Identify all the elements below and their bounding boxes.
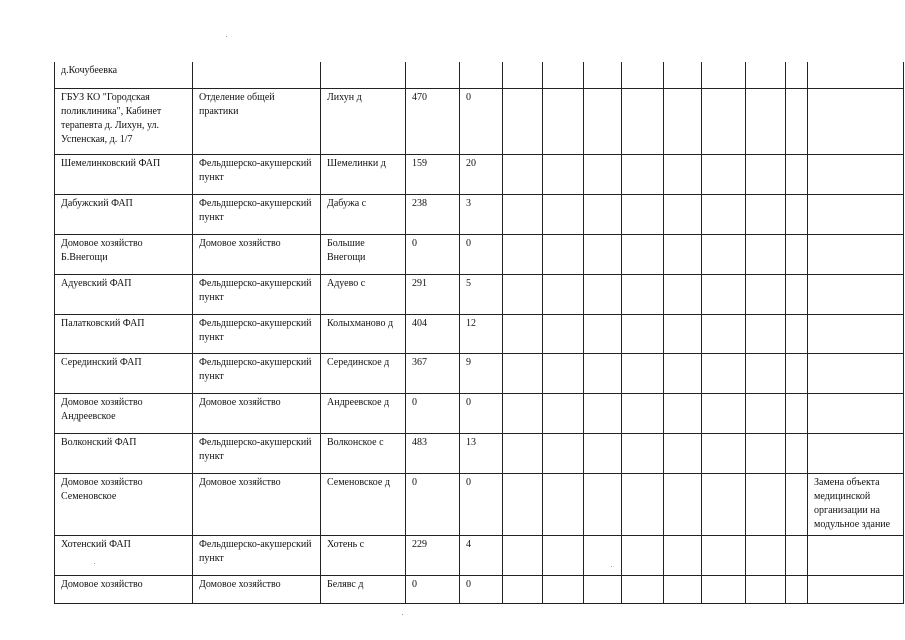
facility-type-cell: Отделение общей практики xyxy=(193,88,321,154)
facility-name-cell: д.Кочубеевка xyxy=(55,62,193,88)
empty-cell xyxy=(702,274,746,314)
table-row xyxy=(55,473,904,535)
table-row xyxy=(55,154,904,194)
population-cell: 367 xyxy=(406,353,460,393)
empty-cell xyxy=(584,433,622,473)
locality-cell: Шемелинки д xyxy=(321,154,406,194)
empty-cell xyxy=(584,473,622,535)
children-count-cell: 9 xyxy=(460,353,503,393)
table-row xyxy=(55,433,904,473)
facility-name-cell: Серединский ФАП xyxy=(55,353,193,393)
empty-cell xyxy=(584,274,622,314)
empty-cell xyxy=(746,88,786,154)
facility-type-cell: Домовое хозяйство xyxy=(193,473,321,535)
empty-cell xyxy=(702,353,746,393)
locality-cell: Волконское с xyxy=(321,433,406,473)
empty-cell xyxy=(543,234,584,274)
empty-cell xyxy=(746,154,786,194)
children-count-cell: 0 xyxy=(460,575,503,603)
empty-cell xyxy=(664,234,702,274)
note-cell xyxy=(808,575,904,603)
empty-cell xyxy=(664,535,702,575)
empty-cell xyxy=(584,234,622,274)
note-cell xyxy=(808,274,904,314)
empty-cell xyxy=(746,575,786,603)
empty-cell xyxy=(584,353,622,393)
locality-cell: Андреевское д xyxy=(321,393,406,433)
table-row xyxy=(55,393,904,433)
locality-cell: Лихун д xyxy=(321,88,406,154)
facility-type-cell xyxy=(193,62,321,88)
empty-cell xyxy=(664,154,702,194)
empty-cell xyxy=(584,575,622,603)
empty-cell xyxy=(786,88,808,154)
empty-cell xyxy=(702,62,746,88)
empty-cell xyxy=(664,353,702,393)
empty-cell xyxy=(664,88,702,154)
empty-cell xyxy=(786,575,808,603)
children-count-cell: 0 xyxy=(460,88,503,154)
empty-cell xyxy=(622,535,664,575)
facility-name-cell: Домовое хозяйство Андреевское xyxy=(55,393,193,433)
empty-cell xyxy=(503,535,543,575)
facility-type-cell: Фельдшерско-акушерский пункт xyxy=(193,433,321,473)
table-row xyxy=(55,194,904,234)
empty-cell xyxy=(786,62,808,88)
empty-cell xyxy=(664,473,702,535)
empty-cell xyxy=(622,473,664,535)
empty-cell xyxy=(622,575,664,603)
empty-cell xyxy=(786,194,808,234)
children-count-cell: 5 xyxy=(460,274,503,314)
scan-speck xyxy=(226,36,227,37)
empty-cell xyxy=(622,234,664,274)
empty-cell xyxy=(543,194,584,234)
table-row xyxy=(55,353,904,393)
facility-type-cell: Домовое хозяйство xyxy=(193,575,321,603)
empty-cell xyxy=(503,194,543,234)
empty-cell xyxy=(664,314,702,353)
empty-cell xyxy=(584,62,622,88)
empty-cell xyxy=(543,314,584,353)
empty-cell xyxy=(702,535,746,575)
facility-type-cell: Фельдшерско-акушерский пункт xyxy=(193,353,321,393)
scan-speck xyxy=(94,563,95,564)
population-cell: 0 xyxy=(406,473,460,535)
empty-cell xyxy=(622,353,664,393)
empty-cell xyxy=(543,353,584,393)
empty-cell xyxy=(702,194,746,234)
empty-cell xyxy=(702,473,746,535)
note-cell xyxy=(808,393,904,433)
empty-cell xyxy=(503,393,543,433)
empty-cell xyxy=(584,154,622,194)
facility-name-cell: Домовое хозяйство xyxy=(55,575,193,603)
empty-cell xyxy=(746,234,786,274)
empty-cell xyxy=(746,393,786,433)
facility-name-cell: Палатковский ФАП xyxy=(55,314,193,353)
empty-cell xyxy=(584,393,622,433)
table-row xyxy=(55,575,904,603)
children-count-cell xyxy=(460,62,503,88)
empty-cell xyxy=(664,194,702,234)
locality-cell: Большие Внегощи xyxy=(321,234,406,274)
population-cell: 470 xyxy=(406,88,460,154)
locality-cell xyxy=(321,62,406,88)
empty-cell xyxy=(584,314,622,353)
table-row xyxy=(55,535,904,575)
table-row xyxy=(55,234,904,274)
locality-cell: Серединское д xyxy=(321,353,406,393)
empty-cell xyxy=(543,88,584,154)
empty-cell xyxy=(702,314,746,353)
empty-cell xyxy=(543,473,584,535)
empty-cell xyxy=(786,535,808,575)
empty-cell xyxy=(622,88,664,154)
table-row xyxy=(55,314,904,353)
empty-cell xyxy=(786,234,808,274)
empty-cell xyxy=(702,234,746,274)
empty-cell xyxy=(746,62,786,88)
children-count-cell: 13 xyxy=(460,433,503,473)
empty-cell xyxy=(746,274,786,314)
note-cell xyxy=(808,433,904,473)
locality-cell: Дабужа с xyxy=(321,194,406,234)
empty-cell xyxy=(786,393,808,433)
empty-cell xyxy=(786,433,808,473)
children-count-cell: 20 xyxy=(460,154,503,194)
empty-cell xyxy=(584,535,622,575)
children-count-cell: 12 xyxy=(460,314,503,353)
empty-cell xyxy=(622,433,664,473)
facility-type-cell: Домовое хозяйство xyxy=(193,393,321,433)
empty-cell xyxy=(503,433,543,473)
empty-cell xyxy=(786,314,808,353)
empty-cell xyxy=(786,353,808,393)
facility-type-cell: Фельдшерско-акушерский пункт xyxy=(193,274,321,314)
note-cell xyxy=(808,314,904,353)
note-cell: Замена объекта медицинской организации на модульное здание xyxy=(808,473,904,535)
population-cell: 483 xyxy=(406,433,460,473)
empty-cell xyxy=(503,62,543,88)
empty-cell xyxy=(543,393,584,433)
locality-cell: Хотень с xyxy=(321,535,406,575)
table-row xyxy=(55,274,904,314)
empty-cell xyxy=(503,314,543,353)
facility-name-cell: Адуевский ФАП xyxy=(55,274,193,314)
facility-type-cell: Домовое хозяйство xyxy=(193,234,321,274)
empty-cell xyxy=(543,575,584,603)
note-cell xyxy=(808,62,904,88)
empty-cell xyxy=(543,274,584,314)
facility-name-cell: Домовое хозяйство Б.Внегощи xyxy=(55,234,193,274)
population-cell: 229 xyxy=(406,535,460,575)
population-cell: 0 xyxy=(406,575,460,603)
empty-cell xyxy=(702,393,746,433)
empty-cell xyxy=(622,393,664,433)
empty-cell xyxy=(543,62,584,88)
empty-cell xyxy=(786,473,808,535)
facility-type-cell: Фельдшерско-акушерский пункт xyxy=(193,154,321,194)
scan-speck xyxy=(611,566,612,567)
empty-cell xyxy=(746,194,786,234)
empty-cell xyxy=(664,274,702,314)
table-body xyxy=(55,62,904,603)
facility-name-cell: Дабужский ФАП xyxy=(55,194,193,234)
locality-cell: Адуево с xyxy=(321,274,406,314)
facility-type-cell: Фельдшерско-акушерский пункт xyxy=(193,535,321,575)
empty-cell xyxy=(503,234,543,274)
empty-cell xyxy=(622,314,664,353)
facility-name-cell: ГБУЗ КО "Городская поликлиника", Кабинет терапевта д. Лихун, ул. Успенская, д. 1/7 xyxy=(55,88,193,154)
empty-cell xyxy=(746,314,786,353)
empty-cell xyxy=(664,575,702,603)
table-row xyxy=(55,62,904,88)
note-cell xyxy=(808,353,904,393)
empty-cell xyxy=(664,393,702,433)
empty-cell xyxy=(746,535,786,575)
note-cell xyxy=(808,154,904,194)
locality-cell: Семеновское д xyxy=(321,473,406,535)
empty-cell xyxy=(584,194,622,234)
empty-cell xyxy=(786,154,808,194)
empty-cell xyxy=(664,62,702,88)
note-cell xyxy=(808,88,904,154)
empty-cell xyxy=(702,88,746,154)
empty-cell xyxy=(543,154,584,194)
empty-cell xyxy=(503,353,543,393)
empty-cell xyxy=(702,154,746,194)
scan-speck xyxy=(402,614,403,615)
population-cell: 159 xyxy=(406,154,460,194)
facility-name-cell: Хотенский ФАП xyxy=(55,535,193,575)
empty-cell xyxy=(622,194,664,234)
population-cell: 291 xyxy=(406,274,460,314)
note-cell xyxy=(808,535,904,575)
empty-cell xyxy=(503,575,543,603)
children-count-cell: 0 xyxy=(460,393,503,433)
children-count-cell: 4 xyxy=(460,535,503,575)
facility-name-cell: Шемелинковский ФАП xyxy=(55,154,193,194)
empty-cell xyxy=(622,62,664,88)
note-cell xyxy=(808,234,904,274)
note-cell xyxy=(808,194,904,234)
empty-cell xyxy=(584,88,622,154)
empty-cell xyxy=(702,433,746,473)
population-cell: 238 xyxy=(406,194,460,234)
locality-cell: Белявс д xyxy=(321,575,406,603)
table-row xyxy=(55,88,904,154)
facility-name-cell: Волконский ФАП xyxy=(55,433,193,473)
empty-cell xyxy=(503,154,543,194)
children-count-cell: 3 xyxy=(460,194,503,234)
population-cell: 0 xyxy=(406,393,460,433)
empty-cell xyxy=(746,433,786,473)
medical-facilities-table xyxy=(54,62,904,604)
empty-cell xyxy=(543,433,584,473)
facility-type-cell: Фельдшерско-акушерский пункт xyxy=(193,314,321,353)
population-cell xyxy=(406,62,460,88)
empty-cell xyxy=(503,274,543,314)
children-count-cell: 0 xyxy=(460,234,503,274)
empty-cell xyxy=(664,433,702,473)
empty-cell xyxy=(786,274,808,314)
facility-type-cell: Фельдшерско-акушерский пункт xyxy=(193,194,321,234)
empty-cell xyxy=(746,473,786,535)
empty-cell xyxy=(622,274,664,314)
facility-name-cell: Домовое хозяйство Семеновское xyxy=(55,473,193,535)
empty-cell xyxy=(702,575,746,603)
empty-cell xyxy=(622,154,664,194)
empty-cell xyxy=(503,88,543,154)
children-count-cell: 0 xyxy=(460,473,503,535)
empty-cell xyxy=(543,535,584,575)
empty-cell xyxy=(503,473,543,535)
population-cell: 0 xyxy=(406,234,460,274)
population-cell: 404 xyxy=(406,314,460,353)
empty-cell xyxy=(746,353,786,393)
locality-cell: Колыхманово д xyxy=(321,314,406,353)
